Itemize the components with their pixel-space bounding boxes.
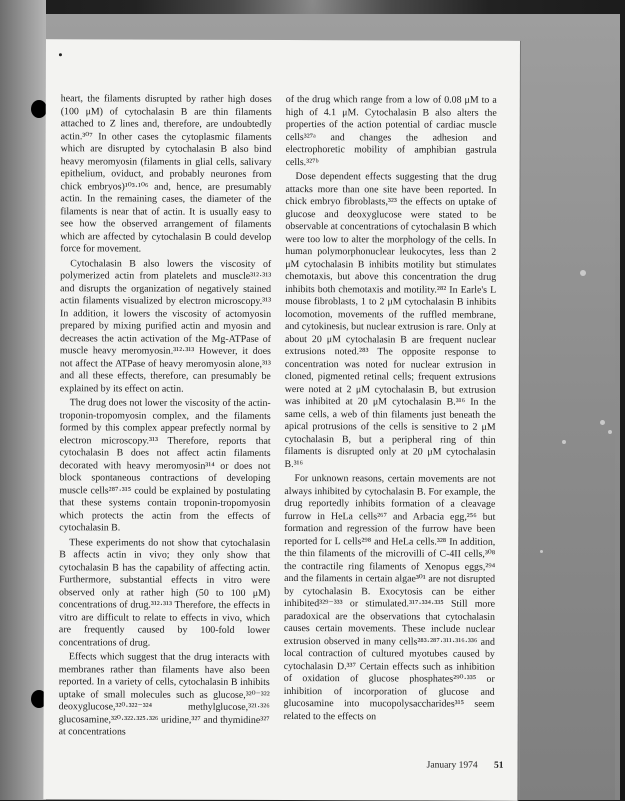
punch-hole-top — [31, 100, 47, 118]
paragraph: The drug does not lower the viscosity of the actin-troponin-tropomyosin complex, and the filaments formed by this complex appear prefectly normal by electron microscopy.³¹³ Therefore, reports that cytochalasin B does not affect actin filaments decorated with heavy meromyosin³¹⁴ or does not block spontaneous contractions of developing muscle cells²⁸⁷·³¹⁵ could be explained by postulating that these systems contain troponin-tropomyosin which protects the actin from the effects of cytochalasin B. — [59, 397, 271, 534]
paragraph: For unknown reasons, certain movements are not always inhibited by cytochalasin B. For example, the drug reportedly inhibits formation of a cleavage furrow in HeLa cells²⁶⁷ and Arbacia egg,²⁵⁶ but formation and regression of the furrow have been reported for L cells²⁹⁸ and HeLa cells.³²⁸ In addition, the thin filaments of the microvilli of C-4II cells,³⁰⁸ the contractile ring filaments of Xenopus eggs,²⁹⁴ and the filaments in certain algae³⁰¹ are not disrupted by cytochalasin B. Exocytosis can be either inhibited³²⁹⁻³³³ or stimulated.³¹⁷·³³⁴·³³⁵ Still more paradoxical are the observations that cytochalasin causes certain movements. These include nuclear extrusion observed in many cells²⁸³·²⁸⁷·³¹¹·³¹⁶·³³⁶ and local contraction of cultured myotubes caused by cytochalasin D.³³⁷ Certain effects such as inhibition of oxidation of glucose phosphates²⁹⁰·³³⁵ or inhibition of incorporation of glucose and glucosamine into mucopolysaccharides³¹⁵ seem related to the effects on — [283, 473, 496, 722]
paragraph: heart, the filaments disrupted by rather high doses (100 μM) of cytochalasin B are thin filaments attached to Z lines and, therefore, are undoubtedly actin.³⁰⁷ In other cases the cytoplasmic filaments which are disrupted by cytochalasin B also bind heavy meromyosin (filaments in glial cells, salivary epithelium, oviduct, and probably neurones from chick embryos)¹⁰³·¹⁰⁶ and, hence, are presumably actin. In the remaining cases, the diameter of the filaments is near that of actin. It is usually easy to see how the observed arrangement of filaments which are affected by cytochalasin B could develop force for movement. — [60, 93, 272, 255]
paragraph: Cytochalasin B also lowers the viscosity of polymerized actin from platelets and muscle³¹²·³¹³ and disrupts the organization of negatively stained actin filaments visualized by electron microscopy.³¹³ In addition, it lowers the viscosity of actomyosin prepared by mixing purified actin and myosin and decreases the actin activation of the Mg-ATPase of muscle heavy meromyosin.³¹²·³¹³ However, it does not affect the ATPase of heavy meromyosin alone,³¹³ and all these effects, therefore, can presumably be explained by its effect on actin. — [59, 257, 272, 395]
speck — [580, 270, 586, 276]
paragraph: These experiments do not show that cytochalasin B affects actin in vivo; they only show that cytochalasin B has the capability of affecting actin. Furthermore, substantial effects in vitro were observed only at rather high (50 to 100 μM) concentrations of drug.³¹²·³¹³ Therefore, the effects in vitro are difficult to relate to effects in vivo, which are frequently caused by 100-fold lower concentrations of drug. — [58, 536, 271, 649]
page-number: 51 — [493, 760, 504, 771]
speck — [540, 550, 543, 553]
page-mark — [59, 53, 62, 56]
left-column — [59, 93, 272, 739]
page-footer — [303, 760, 503, 771]
paragraph: Effects which suggest that the drug interacts with membranes rather than filaments have also been reported. In a variety of cells, cytochalasin B inhibits uptake of small molecules such as glucose,³²⁰⁻³²² deoxyglucose,³²⁰·³²²⁻³²⁴ methylglucose,³²¹·³²⁶ glucosamine,³²⁰·³²²·³²⁵·³²⁶ uridine,³²⁷ and thymidine³²⁷ at concentrations — [58, 651, 270, 738]
left-page-edge — [0, 0, 46, 800]
footer-date: January 1974 — [426, 760, 478, 771]
document-page — [43, 39, 520, 801]
speck — [608, 430, 612, 434]
right-column — [284, 94, 497, 724]
right-background-sheet — [520, 30, 615, 800]
speck — [600, 420, 605, 425]
paragraph: of the drug which range from a low of 0.08 μM to a high of 4.1 μM. Cytochalasin B also alters the properties of the action potential of cardiac muscle cells³²⁷ᵃ and changes the adhesion and electrophoretic mobility of amphibian gastrula cells.³²⁷ᵇ — [285, 94, 497, 168]
speck — [562, 440, 566, 444]
paragraph: Dose dependent effects suggesting that the drug attacks more than one site have been reported. In chick embryo fibroblasts,³²³ the effects on uptake of glucose and deoxyglucose were stated to be observable at concentrations of cytochalasin B which were too low to alter the morphology of the cells. In human polymorphonuclear leukocytes, less than 2 μM cytochalasin B inhibits motility but stimulates chemotaxis, but above this concentration the drug inhibits both chemotaxis and motility.²⁸² In Earle's L mouse fibroblasts, 1 to 2 μM cytochalasin B inhibits locomotion, movements of the ruffled membrane, and cytokinesis, but nuclear extrusion is rare. Only at about 20 μM cytochalasin B are frequent nuclear extrusions noted.²⁸³ The opposite response to concentration was noted for nuclear extrusion in cloned, pigmented retinal cells; frequent extrusions were noted at 2 μM cytochalasin B, but extrusion was inhibited at 20 μM cytochalasin B.³¹⁶ In the same cells, a web of thin filaments just beneath the apical protrusions of the cells is sensitive to 2 μM cytochalasin B, but a peripheral ring of thin filaments is disrupted only at 20 μM cytochalasin B.³¹⁶ — [284, 171, 497, 470]
